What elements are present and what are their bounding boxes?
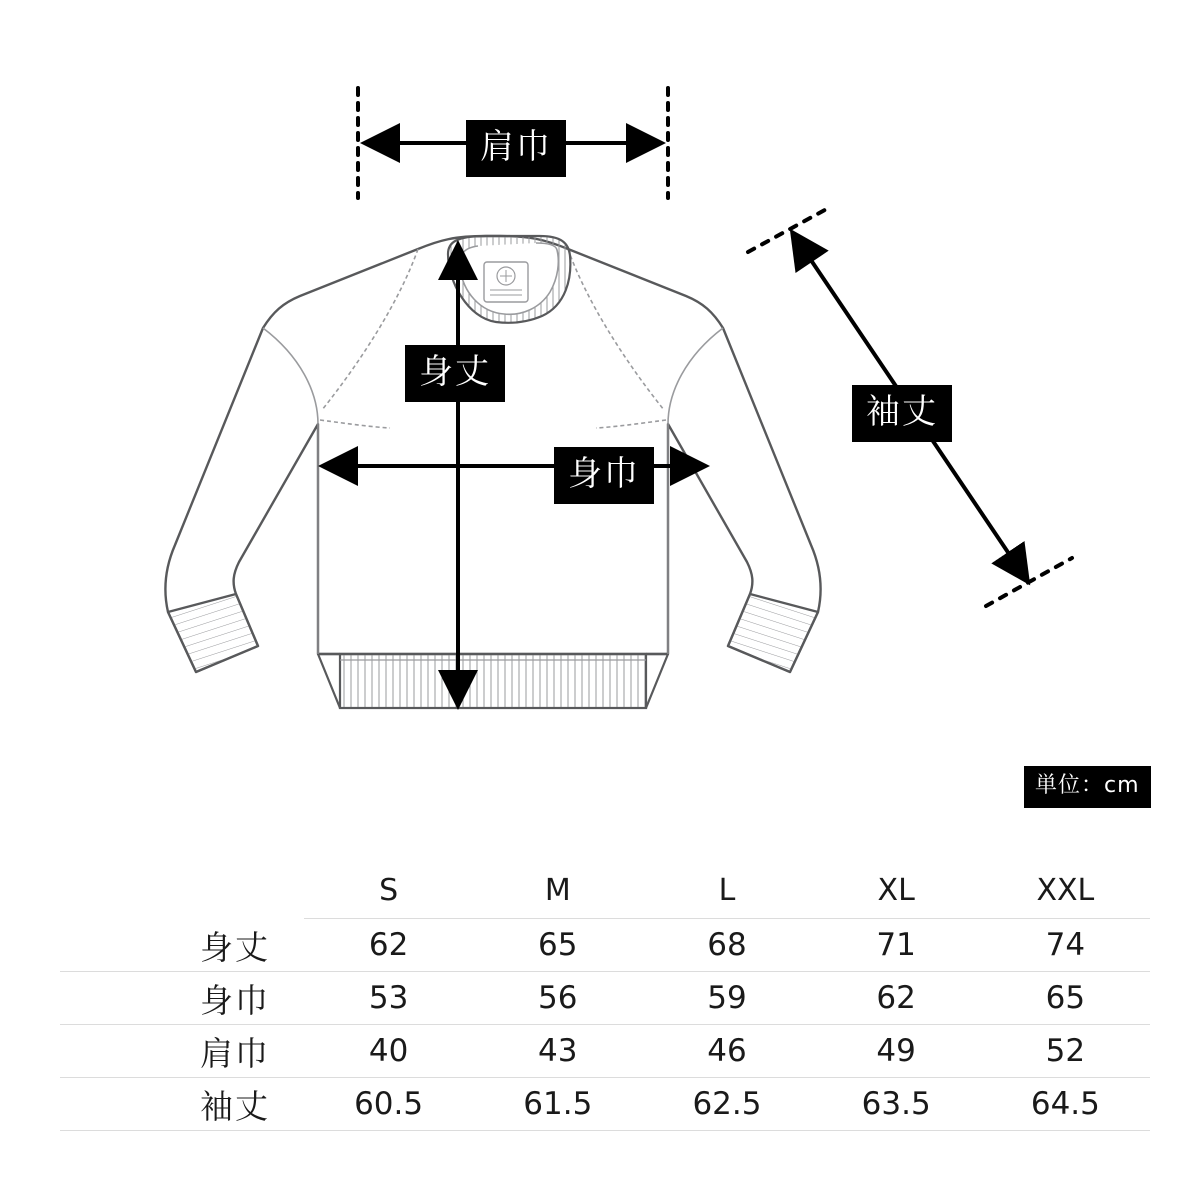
row-label-shoulder-width: 肩巾 [60,1025,304,1078]
cell-body-length-l: 68 [642,919,811,972]
column-header-xl: XL [812,862,981,919]
cell-sleeve-length-l: 62.5 [642,1078,811,1131]
table-row [60,1078,1150,1131]
cell-body-width-xxl: 65 [981,972,1150,1025]
table-row [60,1025,1150,1078]
cell-body-width-xl: 62 [812,972,981,1025]
neck-label [484,262,528,302]
cell-body-width-m: 56 [473,972,642,1025]
cell-body-width-s: 53 [304,972,473,1025]
label-body-length: 身丈 [405,345,505,402]
row-label-body-width: 身巾 [60,972,304,1025]
cell-body-length-xl: 71 [812,919,981,972]
size-table [60,862,1150,1131]
table-row [60,972,1150,1025]
unit-note: 単位：cm [1024,766,1151,808]
table-row [60,919,1150,972]
cell-shoulder-width-l: 46 [642,1025,811,1078]
table-corner-cell [60,862,304,919]
cell-body-width-l: 59 [642,972,811,1025]
column-header-m: M [473,862,642,919]
cell-shoulder-width-m: 43 [473,1025,642,1078]
cell-shoulder-width-s: 40 [304,1025,473,1078]
row-label-body-length: 身丈 [60,919,304,972]
row-label-sleeve-length: 袖丈 [60,1078,304,1131]
cell-shoulder-width-xxl: 52 [981,1025,1150,1078]
cell-shoulder-width-xl: 49 [812,1025,981,1078]
column-header-xxl: XXL [981,862,1150,919]
column-header-l: L [642,862,811,919]
label-sleeve-length: 袖丈 [852,385,952,442]
cell-sleeve-length-xl: 63.5 [812,1078,981,1131]
cell-body-length-m: 65 [473,919,642,972]
label-shoulder-width: 肩巾 [466,120,566,177]
cell-sleeve-length-xxl: 64.5 [981,1078,1150,1131]
sweatshirt-drawing [165,236,820,708]
column-header-s: S [304,862,473,919]
cell-sleeve-length-m: 61.5 [473,1078,642,1131]
table-header-row [60,862,1150,919]
label-body-width: 身巾 [554,447,654,504]
cell-sleeve-length-s: 60.5 [304,1078,473,1131]
cell-body-length-s: 62 [304,919,473,972]
cell-body-length-xxl: 74 [981,919,1150,972]
